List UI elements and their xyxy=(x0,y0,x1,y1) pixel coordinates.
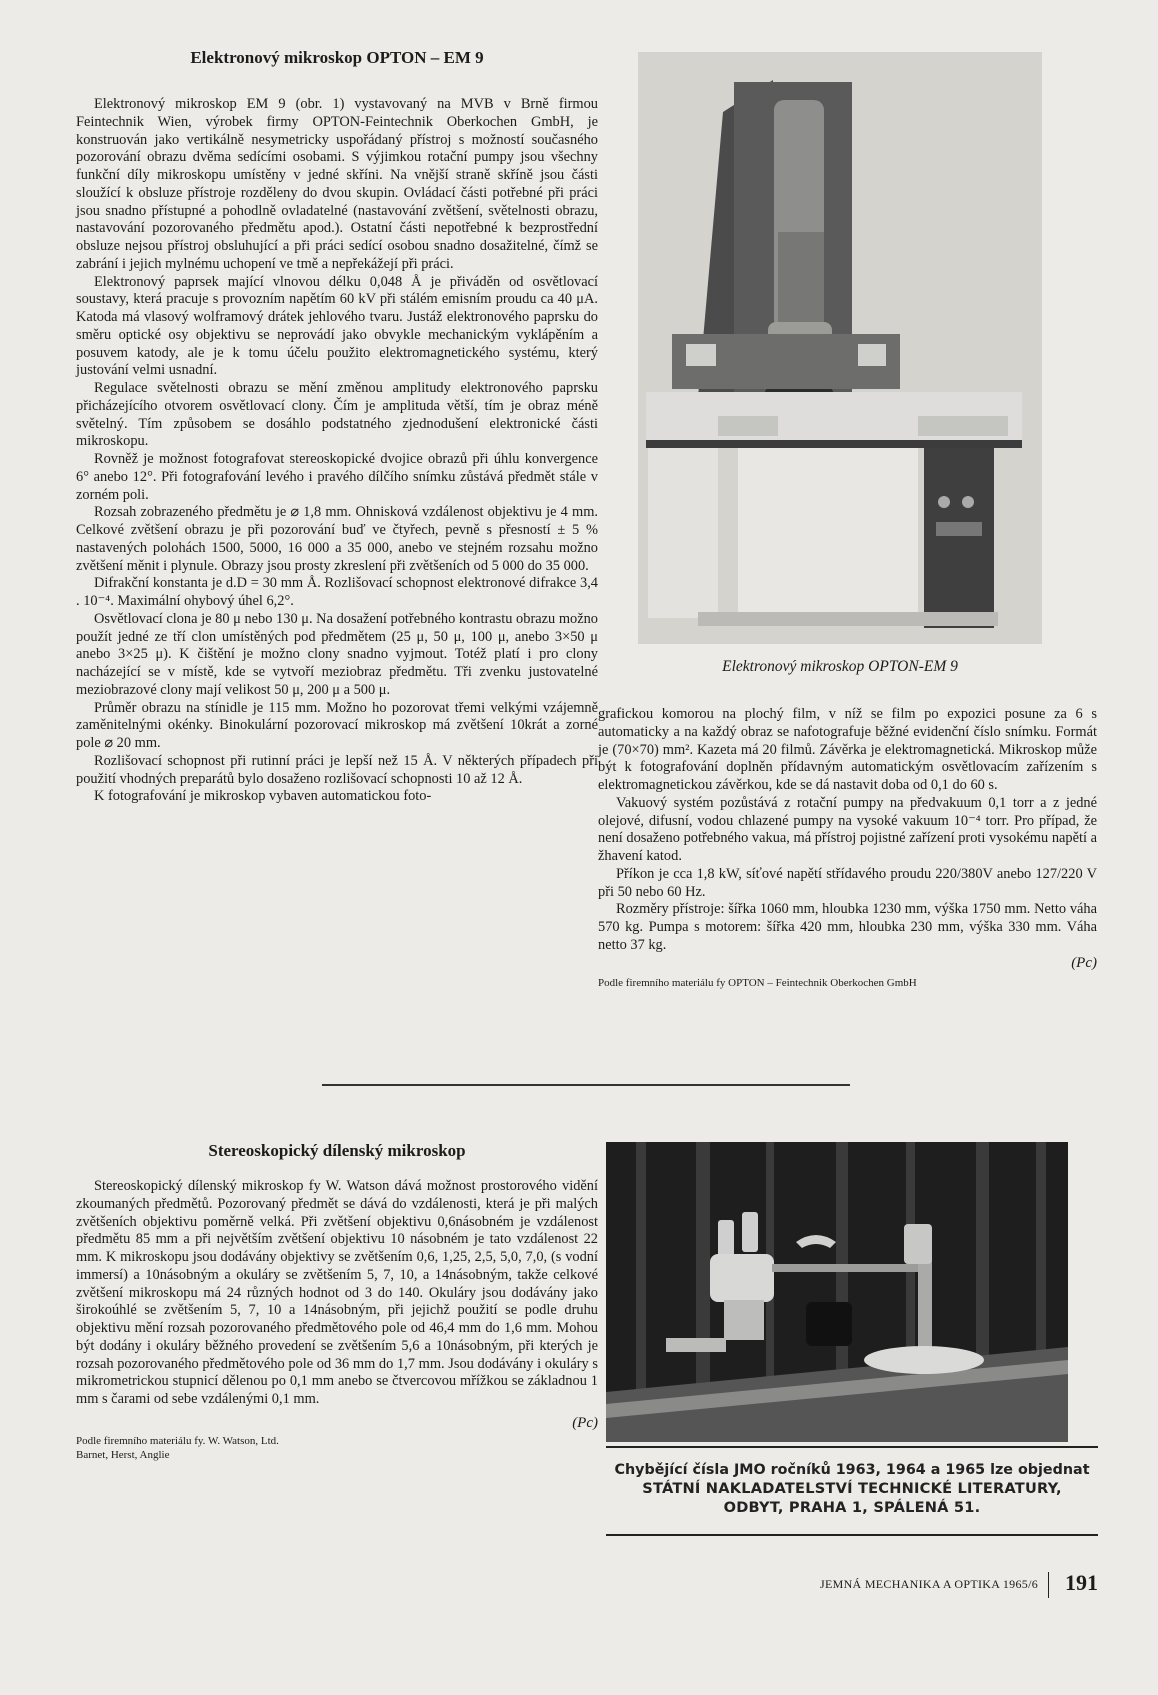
em9-paragraph: Rozlišovací schopnost při rutinní práci je lepší než 15 Å. V některých případech při použití vhodných preparátů bylo dosaženo rozlišovací schopnosti 10 až 12 Å. xyxy=(76,752,598,787)
em9-right-column xyxy=(598,706,1097,990)
em9-paragraph: Rozměry přístroje: šířka 1060 mm, hloubka 1230 mm, výška 1750 mm. Netto váha 570 kg. Pumpa s motorem: šířka 420 mm, hloubka 230 mm, výška 330 mm. Váha netto 37 kg. xyxy=(598,901,1097,953)
em9-paragraph: grafickou komorou na plochý film, v níž se film po expozici posune za 6 s automaticky a na každý obraz se nafotografuje běžné evidenční číslo snímku. Formát je (70×70) mm². Kazeta má 20 filmů. Závěrka je elektromagnetická. Mikroskop může být k fotografování doplněn přídavným automatickým osvětlovacím zařízením s elektromagnetickou závěrkou, kde se dá nastavit doba od 0,1 do 60 s. xyxy=(598,706,1097,793)
figure-caption: Elektronový mikroskop OPTON-EM 9 xyxy=(722,658,958,675)
article-title-stereo: Stereoskopický dílenský mikroskop xyxy=(208,1141,466,1160)
footer-divider xyxy=(1048,1572,1049,1598)
em9-paragraph: Difrakční konstanta je d.D = 30 mm Å. Rozlišovací schopnost elektronové difrakce 3,4 . 10⁻⁴. Maximální ohybový úhel 6,2°. xyxy=(76,575,598,609)
em9-paragraph: Rozsah zobrazeného předmětu je ⌀ 1,8 mm. Ohnisková vzdálenost objektivu je 4 mm. Celkové zvětšení obrazu je při pozorování buď ve čtyřech, pevně s přesností ± 5 % nastavených polohách 1500, 5000, 16 000 a 35 000, anebo ve stejném rozsahu možno zvětšení měnit i plynule. Obrazy jsou prosty zkreslení při zvětšeních od 5 000 do 35 000. xyxy=(76,504,598,574)
em9-paragraph: Příkon je cca 1,8 kW, síťové napětí střídavého proudu 220/380V anebo 127/220 V při 50 nebo 60 Hz. xyxy=(598,865,1097,900)
stereo-microscope-photo xyxy=(606,1142,1068,1442)
page-footer xyxy=(700,1569,1098,1599)
author-byline: (Pc) xyxy=(572,1414,598,1431)
source-note: Podle firemního materiálu fy. W. Watson, Ltd. xyxy=(76,1434,279,1447)
source-note: Barnet, Herst, Anglie xyxy=(76,1448,170,1461)
source-note: Podle firemního materiálu fy OPTON – Feintechnik Oberkochen GmbH xyxy=(598,976,917,989)
em9-paragraph: Průměr obrazu na stínidle je 115 mm. Možno ho pozorovat třemi velkými vzájemně zaměnitelnými okénky. Binokulární pozorovací mikroskop má zvětšení 10krát a zorné pole ⌀ 20 mm. xyxy=(76,699,598,751)
page-number: 191 xyxy=(1065,1570,1098,1595)
em9-paragraph: Rovněž je možnost fotografovat stereoskopické dvojice obrazů při úhlu konvergence 6° anebo 12°. Při fotografování levého i pravého dílčího snímku zůstává předmět stále v zorném poli. xyxy=(76,451,598,503)
em9-left-column xyxy=(76,96,598,806)
back-issues-notice xyxy=(606,1446,1098,1536)
em9-paragraph: K fotografování je mikroskop vybaven automatickou foto- xyxy=(94,788,432,805)
em9-paragraph: Osvětlovací clona je 80 μ nebo 130 μ. Na dosažení potřebného kontrastu obrazu možno použít jedné ze tří clon umístěných pod předmětem (25 μ, 50 μ, 100 μ, anebo 3×50 μ anebo 3×25 μ). K čištění je možno clony snadno vyjmout. Totéž platí i pro clony nacházející se v místě, kde se vytvoří meziobraz předmětu. Tři zvenku justovatelné meziobrazové clony mají velikost 50 μ, 200 μ a 500 μ. xyxy=(76,610,598,698)
stereo-column xyxy=(76,1178,598,1462)
em9-microscope-photo xyxy=(638,52,1042,644)
stereo-paragraph: Stereoskopický dílenský mikroskop fy W. Watson dává možnost prostorového vidění zkoumaných předmětů. Pozorovaný předmět se dává do vzdálenosti, která je při malých zvětšeních objektivu poměrně velká. Při zvětšení objektivu 0,6násobném je vzdálenost předmětu 85 mm a při největším zvětšení objektivu 10 násobném je tato vzdálenost 22 mm. K mikroskopu jsou dodávány objektivy se zvětšením 0,6, 1,25, 2,5, 5,0, 7,0, (s vodní immersí) a 10násobným a okuláry se zvětšením 5, 7, 10, a 14násobným, takže celkové zvětšení mikroskopu má 24 různých hodnot od 3 do 140. Okuláry jsou dodávány jako širokoúhlé se zvětšením 5, 7, 10 a 14násobným, při jejichž použití se podle druhu objektivu mění rozsah pozorovaného předmětového pole od 46,4 mm do 1,6 mm. Mohou být dodány i okuláry běžného provedení se zvětšením 5,6 a 10násobným, při kterých je rozsah pozorovaného předmětového pole od 36 mm do 1,7 mm. Jsou dodávány i okuláry s mikrometrickou stupnicí dělenou po 0,1 mm anebo se čtvercovou mřížkou se základnou 1 mm s čarami od sebe vzdálenými 0,1 mm. xyxy=(76,1178,598,1407)
em9-paragraph: Vakuový systém pozůstává z rotační pumpy na předvakuum 0,1 torr a z jedné olejové, difusní, vodou chlazené pumpy na vysoké vakuum 10⁻⁴ torr. Pro případ, že není dosaženo potřebného vakua, má přístroj pojistné zařízení proti vysokému napětí a žhavení katod. xyxy=(598,794,1097,864)
section-divider xyxy=(322,1084,850,1086)
author-byline: (Pc) xyxy=(1071,954,1097,971)
notice-line: ODBYT, PRAHA 1, SPÁLENÁ 51. xyxy=(723,1499,981,1516)
article-title-em9: Elektronový mikroskop OPTON – EM 9 xyxy=(190,48,484,67)
notice-line: Chybějící čísla JMO ročníků 1963, 1964 a 1965 lze objednat xyxy=(614,1462,1090,1478)
em9-paragraph: Elektronový mikroskop EM 9 (obr. 1) vystavovaný na MVB v Brně firmou Feintechnik Wien, výrobek firmy OPTON-Feintechnik Oberkochen GmbH, je konstruován jako vertikálně nesymetricky uspořádaný přístroj s možností současného pozorování obrazu dvěma sedícími osobami. S výjimkou rotační pumpy jsou všechny funkční díly mikroskopu umístěny v jedné skříni. Na vnější straně skříně jsou části sloužící k obsluze přístroje rozděleny do dvou skupin. Ovládací části potřebné při práci jsou snadno přístupné a pohodlně ovladatelné (nastavování zvětšení, světelnosti obrazu, nastavování pozorovaného předmětu apod.). Ostatní části nepotřebné k bezprostřední obsluze nejsou přístroj obsluhující a při práci sedící osobou snadno dosažitelné, čímž se zabrání i jejich mylnému uchopení ve tmě a nepřekážejí při práci. xyxy=(76,96,598,272)
notice-line: STÁTNÍ NAKLADATELSTVÍ TECHNICKÉ LITERATURY, xyxy=(642,1480,1062,1497)
em9-paragraph: Regulace světelnosti obrazu se mění změnou amplitudy elektronového paprsku přicházejícího otvorem osvětlovací clony. Čím je amplituda větší, tím je obraz méně světelný. Tím způsobem se dosáhlo podstatného zjednodušení elektronické části mikroskopu. xyxy=(76,380,598,450)
journal-name: JEMNÁ MECHANIKA A OPTIKA 1965/6 xyxy=(820,1577,1038,1591)
em9-paragraph: Elektronový paprsek mající vlnovou délku 0,048 Å je přiváděn od osvětlovací soustavy, která pracuje s provozním napětím 60 kV při stálém emisním proudu ca 40 μA. Katoda má vlasový wolframový drátek jehlového tvaru. Justáž elektronového paprsku do směru optické osy objektivu se neprovádí jako obvykle mechanickým vyklápěním a posuvem katody, ale je k tomu účelu použito elektromagnetického systému, který justování velmi usnadní. xyxy=(76,273,598,379)
